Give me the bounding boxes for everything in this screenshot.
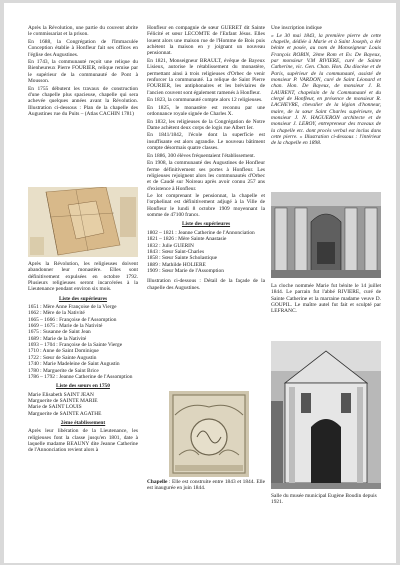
museum-caption	[271, 493, 381, 507]
list-item: Marguerite de SAINTE MARIE	[28, 397, 98, 404]
paragraph: En 1755 débutent les travaux de construction d'une chapelle plus spacieuse, chapelle qui sera achevée quelques années avant la Révolution. Illustration ci-dessous : Plan de la chapelle des Augustines rue du Puits – (Atlas CACHIN 1781)	[28, 85, 138, 118]
column-1	[28, 25, 138, 119]
paragraph: Après leur libération de la Lieutenance, les religieuses font la classe jusqu'en 1801, date à laquelle madame BEAUNY dite Jeanne Catherine de l'Annonciation revient alors à	[28, 428, 138, 454]
list-item: 1675 : Susanne de Saint Jean	[28, 329, 91, 336]
list-item: 1740 : Marie Madeleine de Saint Augustin	[28, 361, 120, 368]
paragraph: Après la Révolution, une partie du couvent abrite le commissariat et la prison.	[28, 25, 138, 38]
list-item: 1858 : Sœur Sainte Scholastique	[147, 255, 218, 262]
column-3-lower	[271, 283, 381, 316]
list-item: 1665 – 1666 : Françoise de l'Assomption	[28, 316, 117, 323]
list-item: Marie Elisabeth SAINT JEAN	[28, 391, 94, 398]
chapel-label: Chapelle	[147, 479, 168, 485]
exterior-photo-icon	[271, 341, 381, 489]
list-item: 1786 – 1792 : Jeanne Catherine de l'Assomption	[28, 373, 133, 380]
paragraph: En 1821, Monseigneur BRAULT, évêque de Bayeux Lisieux, autorise le rétablissement du monastère, permettant ainsi à trois religieuses d'Orbec de venir renforcer la communauté. La relique de Saint Pierre FOURIER, les antiphonaires et les bréviaires de l'ancien couvent sont également ramenés à Honfleur.	[147, 57, 265, 96]
paragraph: En 1825, le monastère est reconnu par une ordonnance royale signée de Charles X.	[147, 104, 265, 118]
list-item: 1780 : Marguerite de Saint Brice	[28, 367, 99, 374]
paragraph: Une inscription indique	[271, 25, 322, 31]
chapel-plan-image	[28, 187, 138, 257]
paragraph: En 1688, la Congrégation de l'Immaculée Conception établie à Honfleur fait ses offices en l'église des Augustines.	[28, 38, 138, 58]
interior-photo-icon	[271, 192, 381, 278]
facade-detail-image	[169, 391, 249, 477]
paragraph: Le lot comprenant le pensionnat, la chapelle et l'orphelinat est définitivement adjugé à la Ville de Honfleur le lundi 8 octobre 1909 moyennant la somme de 47100 francs.	[147, 193, 265, 219]
chapel-caption-block	[147, 479, 265, 493]
list-item: Marie de SAINT LOUIS	[28, 404, 82, 411]
list-item: 1843 : Sœur Saint-Charles	[147, 248, 205, 255]
paragraph: Honfleur en compagnie de sœur GUERET dit Sainte Félicité et sœur LECOMTE de l'Enfant Jésus. Elles louent alors une maison rue de l'Homme de Bois puis achètent la maison en y joignant un nouveau pensionnat.	[147, 25, 265, 57]
list-item: 1889 : Mathilde HOLIERE	[147, 261, 206, 268]
section-heading: Liste des sœurs en 1750	[56, 383, 110, 390]
chapel-interior-image	[271, 192, 381, 278]
list-item: 1693 – 1704 : Françoise de la Sainte Vierge	[28, 342, 123, 349]
chapel-text: : Elle est construite entre 1843 et 1844. Elle est inaugurée en juin 1844.	[147, 479, 265, 492]
document-page	[4, 3, 396, 563]
paragraph: La cloche nommée Marie fut bénite le 14 juillet 1844. Le parrain fut l'abbé RIVIERE, curé de Sainte Catherine et la marraine madame veuve D. GOUPIL. Le maître autel fut fait et sculpté par LEFRANC.	[271, 283, 381, 315]
superiors-list-2	[147, 230, 265, 274]
list-item: Marguerite de SAINTE AGATHE	[28, 410, 102, 417]
plan-drawing-icon	[28, 187, 138, 257]
paragraph: En 1886, 300 élèves fréquentaient l'établissement.	[147, 152, 256, 159]
list-item: 1710 : Anne de Saint Dominique	[28, 348, 99, 355]
column-2	[147, 25, 265, 292]
chapel-exterior-image	[271, 341, 381, 489]
paragraph: Après la Révolution, les religieuses doivent abandonner leur monastère. Elles sont définitivement expulsées en octobre 1792. Plusieurs religieuses seront incarcérées à la Lieutenance pendant environ six mois.	[28, 261, 138, 293]
carved-relief-icon	[169, 391, 249, 477]
list-item: 1821 – 1826 : Mère Sainte Anastasie	[147, 236, 227, 243]
column-1-lower	[28, 261, 138, 455]
column-3	[271, 25, 381, 148]
list-item: 1662 : Mère de la Nativité	[28, 310, 85, 317]
list-item: 1832 : Julie GUERIN	[147, 242, 194, 249]
inscription-quote: « Le 30 mai 1843, la première pierre de cette chapelle, dédiée à Marie et à Saint Joseph, a été bénite et posée, au nom de Monseigneur Louis François ROBIN, 2ème Rom et Ev. De Bayeux, par monsieur V.M RIVIERE, curé de Sainte Catherine, vic. Gen. Chan. Hon. Du diocèse et de Paris, supérieur de la communauté, assisté de monsieur P. VARDON, curé de Saint Léonard et chan. Hon. De Bayeux, de monsieur J. B. LAURENT, chapelain de la Communauté et du clergé de Honfleur, en présence de monsieur R. LACHEVRE, chevalier de la légion d'honneur, maire, de la sœur Saint Charles supérieure, de monsieur J. N. HAGUERON architecte et de monsieur J. LEROY, entrepreneur des travaux de la chapelle etc. dont procès verbal est inclus dans cette pierre. » Illustration ci-dessous : l'intérieur de la chapelle en 1898.	[271, 32, 381, 147]
paragraph: En 1743, la communauté reçoit une relique du Bienheureux Pierre FOURIER, relique remise par le supérieur de la communauté de Pont à Mousson.	[28, 59, 138, 85]
caption: Salle du musée municipal Eugène Boudin depuis 1921.	[271, 493, 377, 506]
list-item: 1651 : Mère Anne Françoise de la Vierge	[28, 304, 117, 311]
paragraph: Illustration ci-dessous : Détail de la façade de la chapelle des Augustines.	[147, 278, 265, 291]
list-item: 1802 – 1821 : Jeanne Catherine de l'Annonciation	[147, 229, 255, 236]
paragraph: En 1832, les religieuses de la Congrégation de Notre Dame achètent deux corps de logis rue Albert Ier.	[147, 118, 265, 131]
paragraph: En 1841/1842, l'école dont la superficie est insuffisante est alors agrandie. Le nouveau bâtiment compte désormais quatre classes.	[147, 132, 265, 152]
paragraph: En 1823, la communauté compte alors 12 religieuses.	[147, 97, 263, 104]
paragraph: En 1908, la communauté des Augustines de Honfleur ferme définitivement ses portes à Honfleur. Les religieuses rejoignent alors les communautés d'Orbec et de Caudé sur Noireau après avoir connu 257 ans d'existence à Honfleur.	[147, 160, 265, 192]
section-heading: 2ème établissement	[60, 419, 106, 426]
sisters-list	[28, 392, 138, 417]
list-item: 1669 – 1675 : Marie de la Nativité	[28, 323, 103, 330]
list-item: 1689 : Marie de la Nativité	[28, 335, 87, 342]
list-item: 1909 : Sœur Marie de l'Assomption	[147, 267, 224, 274]
section-heading: Liste des supérieures	[58, 295, 108, 302]
list-item: 1722 : Sœur de Sainte Augustin	[28, 354, 97, 361]
section-heading: Liste des supérieures	[181, 221, 231, 228]
superiors-list-1	[28, 304, 138, 380]
